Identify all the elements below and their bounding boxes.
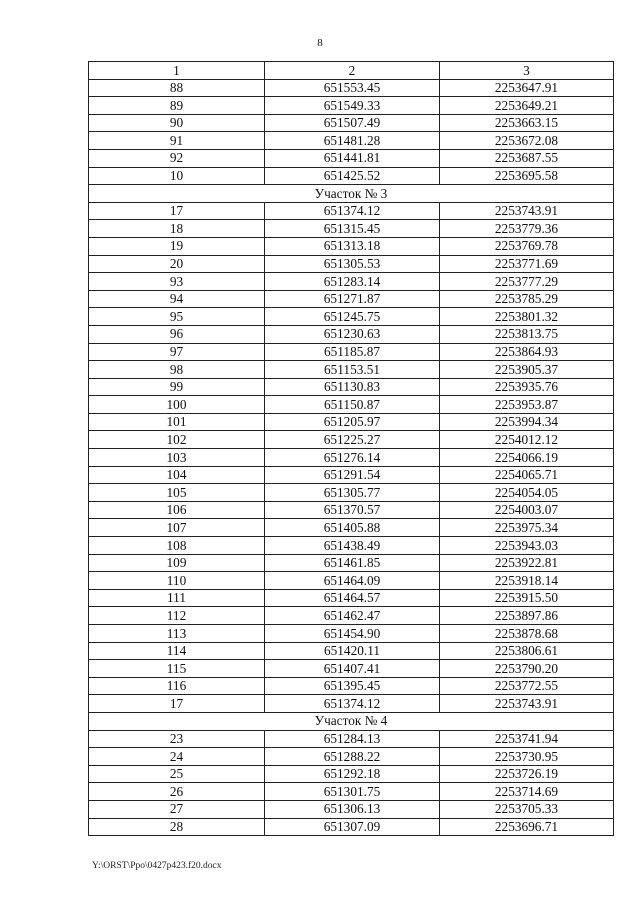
table-row bbox=[89, 413, 614, 431]
y-coordinate-cell: 2253772.55 bbox=[440, 677, 614, 695]
section-heading: Участок № 3 bbox=[89, 185, 614, 203]
y-coordinate-cell: 2254054.05 bbox=[440, 484, 614, 502]
point-number-cell: 24 bbox=[89, 748, 265, 766]
x-coordinate-cell: 651292.18 bbox=[265, 765, 440, 783]
point-number-cell: 20 bbox=[89, 255, 265, 273]
x-coordinate-cell: 651549.33 bbox=[265, 97, 440, 115]
x-coordinate-cell: 651153.51 bbox=[265, 361, 440, 379]
table-row bbox=[89, 149, 614, 167]
x-coordinate-cell: 651305.53 bbox=[265, 255, 440, 273]
y-coordinate-cell: 2253790.20 bbox=[440, 660, 614, 678]
table-row bbox=[89, 625, 614, 643]
table-row bbox=[89, 466, 614, 484]
x-coordinate-cell: 651420.11 bbox=[265, 642, 440, 660]
point-number-cell: 95 bbox=[89, 308, 265, 326]
coordinates-table bbox=[88, 61, 614, 836]
x-coordinate-cell: 651284.13 bbox=[265, 730, 440, 748]
point-number-cell: 108 bbox=[89, 537, 265, 555]
x-coordinate-cell: 651205.97 bbox=[265, 413, 440, 431]
x-coordinate-cell: 651313.18 bbox=[265, 237, 440, 255]
table-row bbox=[89, 660, 614, 678]
y-coordinate-cell: 2253663.15 bbox=[440, 114, 614, 132]
table-row bbox=[89, 132, 614, 150]
point-number-cell: 100 bbox=[89, 396, 265, 414]
point-number-cell: 23 bbox=[89, 730, 265, 748]
point-number-cell: 89 bbox=[89, 97, 265, 115]
point-number-cell: 107 bbox=[89, 519, 265, 537]
x-coordinate-cell: 651301.75 bbox=[265, 783, 440, 801]
y-coordinate-cell: 2253779.36 bbox=[440, 220, 614, 238]
x-coordinate-cell: 651307.09 bbox=[265, 818, 440, 836]
y-coordinate-cell: 2253994.34 bbox=[440, 413, 614, 431]
table-row bbox=[89, 589, 614, 607]
y-coordinate-cell: 2253705.33 bbox=[440, 800, 614, 818]
table-row bbox=[89, 572, 614, 590]
y-coordinate-cell: 2253743.91 bbox=[440, 202, 614, 220]
y-coordinate-cell: 2253726.19 bbox=[440, 765, 614, 783]
y-coordinate-cell: 2253918.14 bbox=[440, 572, 614, 590]
y-coordinate-cell: 2253777.29 bbox=[440, 273, 614, 291]
table-row bbox=[89, 290, 614, 308]
point-number-cell: 10 bbox=[89, 167, 265, 185]
y-coordinate-cell: 2254066.19 bbox=[440, 449, 614, 467]
y-coordinate-cell: 2253864.93 bbox=[440, 343, 614, 361]
table-row bbox=[89, 730, 614, 748]
table-row bbox=[89, 748, 614, 766]
point-number-cell: 88 bbox=[89, 79, 265, 97]
x-coordinate-cell: 651462.47 bbox=[265, 607, 440, 625]
point-number-cell: 19 bbox=[89, 237, 265, 255]
section-heading-row bbox=[89, 712, 614, 730]
point-number-cell: 18 bbox=[89, 220, 265, 238]
table-row bbox=[89, 114, 614, 132]
y-coordinate-cell: 2254003.07 bbox=[440, 501, 614, 519]
x-coordinate-cell: 651464.09 bbox=[265, 572, 440, 590]
table-row bbox=[89, 642, 614, 660]
x-coordinate-cell: 651288.22 bbox=[265, 748, 440, 766]
point-number-cell: 111 bbox=[89, 589, 265, 607]
table-row bbox=[89, 783, 614, 801]
y-coordinate-cell: 2253943.03 bbox=[440, 537, 614, 555]
x-coordinate-cell: 651464.57 bbox=[265, 589, 440, 607]
x-coordinate-cell: 651425.52 bbox=[265, 167, 440, 185]
x-coordinate-cell: 651271.87 bbox=[265, 290, 440, 308]
x-coordinate-cell: 651553.45 bbox=[265, 79, 440, 97]
table-row bbox=[89, 361, 614, 379]
table-row bbox=[89, 220, 614, 238]
column-header: 2 bbox=[265, 62, 440, 80]
y-coordinate-cell: 2253801.32 bbox=[440, 308, 614, 326]
y-coordinate-cell: 2253741.94 bbox=[440, 730, 614, 748]
y-coordinate-cell: 2253771.69 bbox=[440, 255, 614, 273]
table-row bbox=[89, 273, 614, 291]
point-number-cell: 116 bbox=[89, 677, 265, 695]
table-row bbox=[89, 167, 614, 185]
x-coordinate-cell: 651481.28 bbox=[265, 132, 440, 150]
table-row bbox=[89, 396, 614, 414]
table-row bbox=[89, 325, 614, 343]
y-coordinate-cell: 2253649.21 bbox=[440, 97, 614, 115]
y-coordinate-cell: 2253813.75 bbox=[440, 325, 614, 343]
table-row bbox=[89, 607, 614, 625]
section-heading-row bbox=[89, 185, 614, 203]
x-coordinate-cell: 651507.49 bbox=[265, 114, 440, 132]
y-coordinate-cell: 2253935.76 bbox=[440, 378, 614, 396]
point-number-cell: 106 bbox=[89, 501, 265, 519]
point-number-cell: 27 bbox=[89, 800, 265, 818]
column-header: 1 bbox=[89, 62, 265, 80]
y-coordinate-cell: 2253897.86 bbox=[440, 607, 614, 625]
x-coordinate-cell: 651283.14 bbox=[265, 273, 440, 291]
point-number-cell: 28 bbox=[89, 818, 265, 836]
x-coordinate-cell: 651306.13 bbox=[265, 800, 440, 818]
x-coordinate-cell: 651315.45 bbox=[265, 220, 440, 238]
y-coordinate-cell: 2253695.58 bbox=[440, 167, 614, 185]
point-number-cell: 110 bbox=[89, 572, 265, 590]
point-number-cell: 105 bbox=[89, 484, 265, 502]
column-header: 3 bbox=[440, 62, 614, 80]
y-coordinate-cell: 2253953.87 bbox=[440, 396, 614, 414]
x-coordinate-cell: 651291.54 bbox=[265, 466, 440, 484]
y-coordinate-cell: 2253696.71 bbox=[440, 818, 614, 836]
point-number-cell: 115 bbox=[89, 660, 265, 678]
y-coordinate-cell: 2254065.71 bbox=[440, 466, 614, 484]
x-coordinate-cell: 651370.57 bbox=[265, 501, 440, 519]
table-row bbox=[89, 677, 614, 695]
x-coordinate-cell: 651441.81 bbox=[265, 149, 440, 167]
table-row bbox=[89, 484, 614, 502]
table-row bbox=[89, 800, 614, 818]
x-coordinate-cell: 651405.88 bbox=[265, 519, 440, 537]
x-coordinate-cell: 651225.27 bbox=[265, 431, 440, 449]
y-coordinate-cell: 2253743.91 bbox=[440, 695, 614, 713]
point-number-cell: 114 bbox=[89, 642, 265, 660]
y-coordinate-cell: 2253785.29 bbox=[440, 290, 614, 308]
y-coordinate-cell: 2253769.78 bbox=[440, 237, 614, 255]
table-row bbox=[89, 343, 614, 361]
point-number-cell: 112 bbox=[89, 607, 265, 625]
x-coordinate-cell: 651461.85 bbox=[265, 554, 440, 572]
point-number-cell: 17 bbox=[89, 695, 265, 713]
point-number-cell: 97 bbox=[89, 343, 265, 361]
y-coordinate-cell: 2253806.61 bbox=[440, 642, 614, 660]
point-number-cell: 93 bbox=[89, 273, 265, 291]
table-row bbox=[89, 554, 614, 572]
point-number-cell: 92 bbox=[89, 149, 265, 167]
x-coordinate-cell: 651374.12 bbox=[265, 202, 440, 220]
table-row bbox=[89, 765, 614, 783]
y-coordinate-cell: 2253687.55 bbox=[440, 149, 614, 167]
y-coordinate-cell: 2253975.34 bbox=[440, 519, 614, 537]
x-coordinate-cell: 651185.87 bbox=[265, 343, 440, 361]
x-coordinate-cell: 651150.87 bbox=[265, 396, 440, 414]
y-coordinate-cell: 2253878.68 bbox=[440, 625, 614, 643]
x-coordinate-cell: 651438.49 bbox=[265, 537, 440, 555]
point-number-cell: 91 bbox=[89, 132, 265, 150]
table-row bbox=[89, 308, 614, 326]
y-coordinate-cell: 2253714.69 bbox=[440, 783, 614, 801]
point-number-cell: 94 bbox=[89, 290, 265, 308]
point-number-cell: 104 bbox=[89, 466, 265, 484]
y-coordinate-cell: 2253647.91 bbox=[440, 79, 614, 97]
x-coordinate-cell: 651130.83 bbox=[265, 378, 440, 396]
table-header bbox=[89, 62, 614, 80]
table-row bbox=[89, 695, 614, 713]
table-row bbox=[89, 519, 614, 537]
point-number-cell: 113 bbox=[89, 625, 265, 643]
y-coordinate-cell: 2253915.50 bbox=[440, 589, 614, 607]
table-row bbox=[89, 202, 614, 220]
table-row bbox=[89, 79, 614, 97]
x-coordinate-cell: 651276.14 bbox=[265, 449, 440, 467]
table-row bbox=[89, 537, 614, 555]
table-row bbox=[89, 255, 614, 273]
point-number-cell: 102 bbox=[89, 431, 265, 449]
x-coordinate-cell: 651245.75 bbox=[265, 308, 440, 326]
point-number-cell: 101 bbox=[89, 413, 265, 431]
y-coordinate-cell: 2253905.37 bbox=[440, 361, 614, 379]
x-coordinate-cell: 651374.12 bbox=[265, 695, 440, 713]
x-coordinate-cell: 651230.63 bbox=[265, 325, 440, 343]
point-number-cell: 99 bbox=[89, 378, 265, 396]
y-coordinate-cell: 2253730.95 bbox=[440, 748, 614, 766]
point-number-cell: 26 bbox=[89, 783, 265, 801]
table-body bbox=[89, 79, 614, 836]
table-row bbox=[89, 818, 614, 836]
point-number-cell: 109 bbox=[89, 554, 265, 572]
table-header-row bbox=[89, 62, 614, 80]
y-coordinate-cell: 2253672.08 bbox=[440, 132, 614, 150]
x-coordinate-cell: 651395.45 bbox=[265, 677, 440, 695]
table-row bbox=[89, 97, 614, 115]
point-number-cell: 103 bbox=[89, 449, 265, 467]
page-number: 8 bbox=[317, 37, 323, 49]
x-coordinate-cell: 651454.90 bbox=[265, 625, 440, 643]
file-path-footer: Y:\ORST\Ppo\0427p423.f20.docx bbox=[92, 861, 222, 871]
point-number-cell: 17 bbox=[89, 202, 265, 220]
table-row bbox=[89, 431, 614, 449]
point-number-cell: 90 bbox=[89, 114, 265, 132]
table-row bbox=[89, 237, 614, 255]
table-row bbox=[89, 449, 614, 467]
x-coordinate-cell: 651407.41 bbox=[265, 660, 440, 678]
point-number-cell: 25 bbox=[89, 765, 265, 783]
point-number-cell: 98 bbox=[89, 361, 265, 379]
table-row bbox=[89, 501, 614, 519]
y-coordinate-cell: 2253922.81 bbox=[440, 554, 614, 572]
point-number-cell: 96 bbox=[89, 325, 265, 343]
section-heading: Участок № 4 bbox=[89, 712, 614, 730]
table-row bbox=[89, 378, 614, 396]
x-coordinate-cell: 651305.77 bbox=[265, 484, 440, 502]
y-coordinate-cell: 2254012.12 bbox=[440, 431, 614, 449]
